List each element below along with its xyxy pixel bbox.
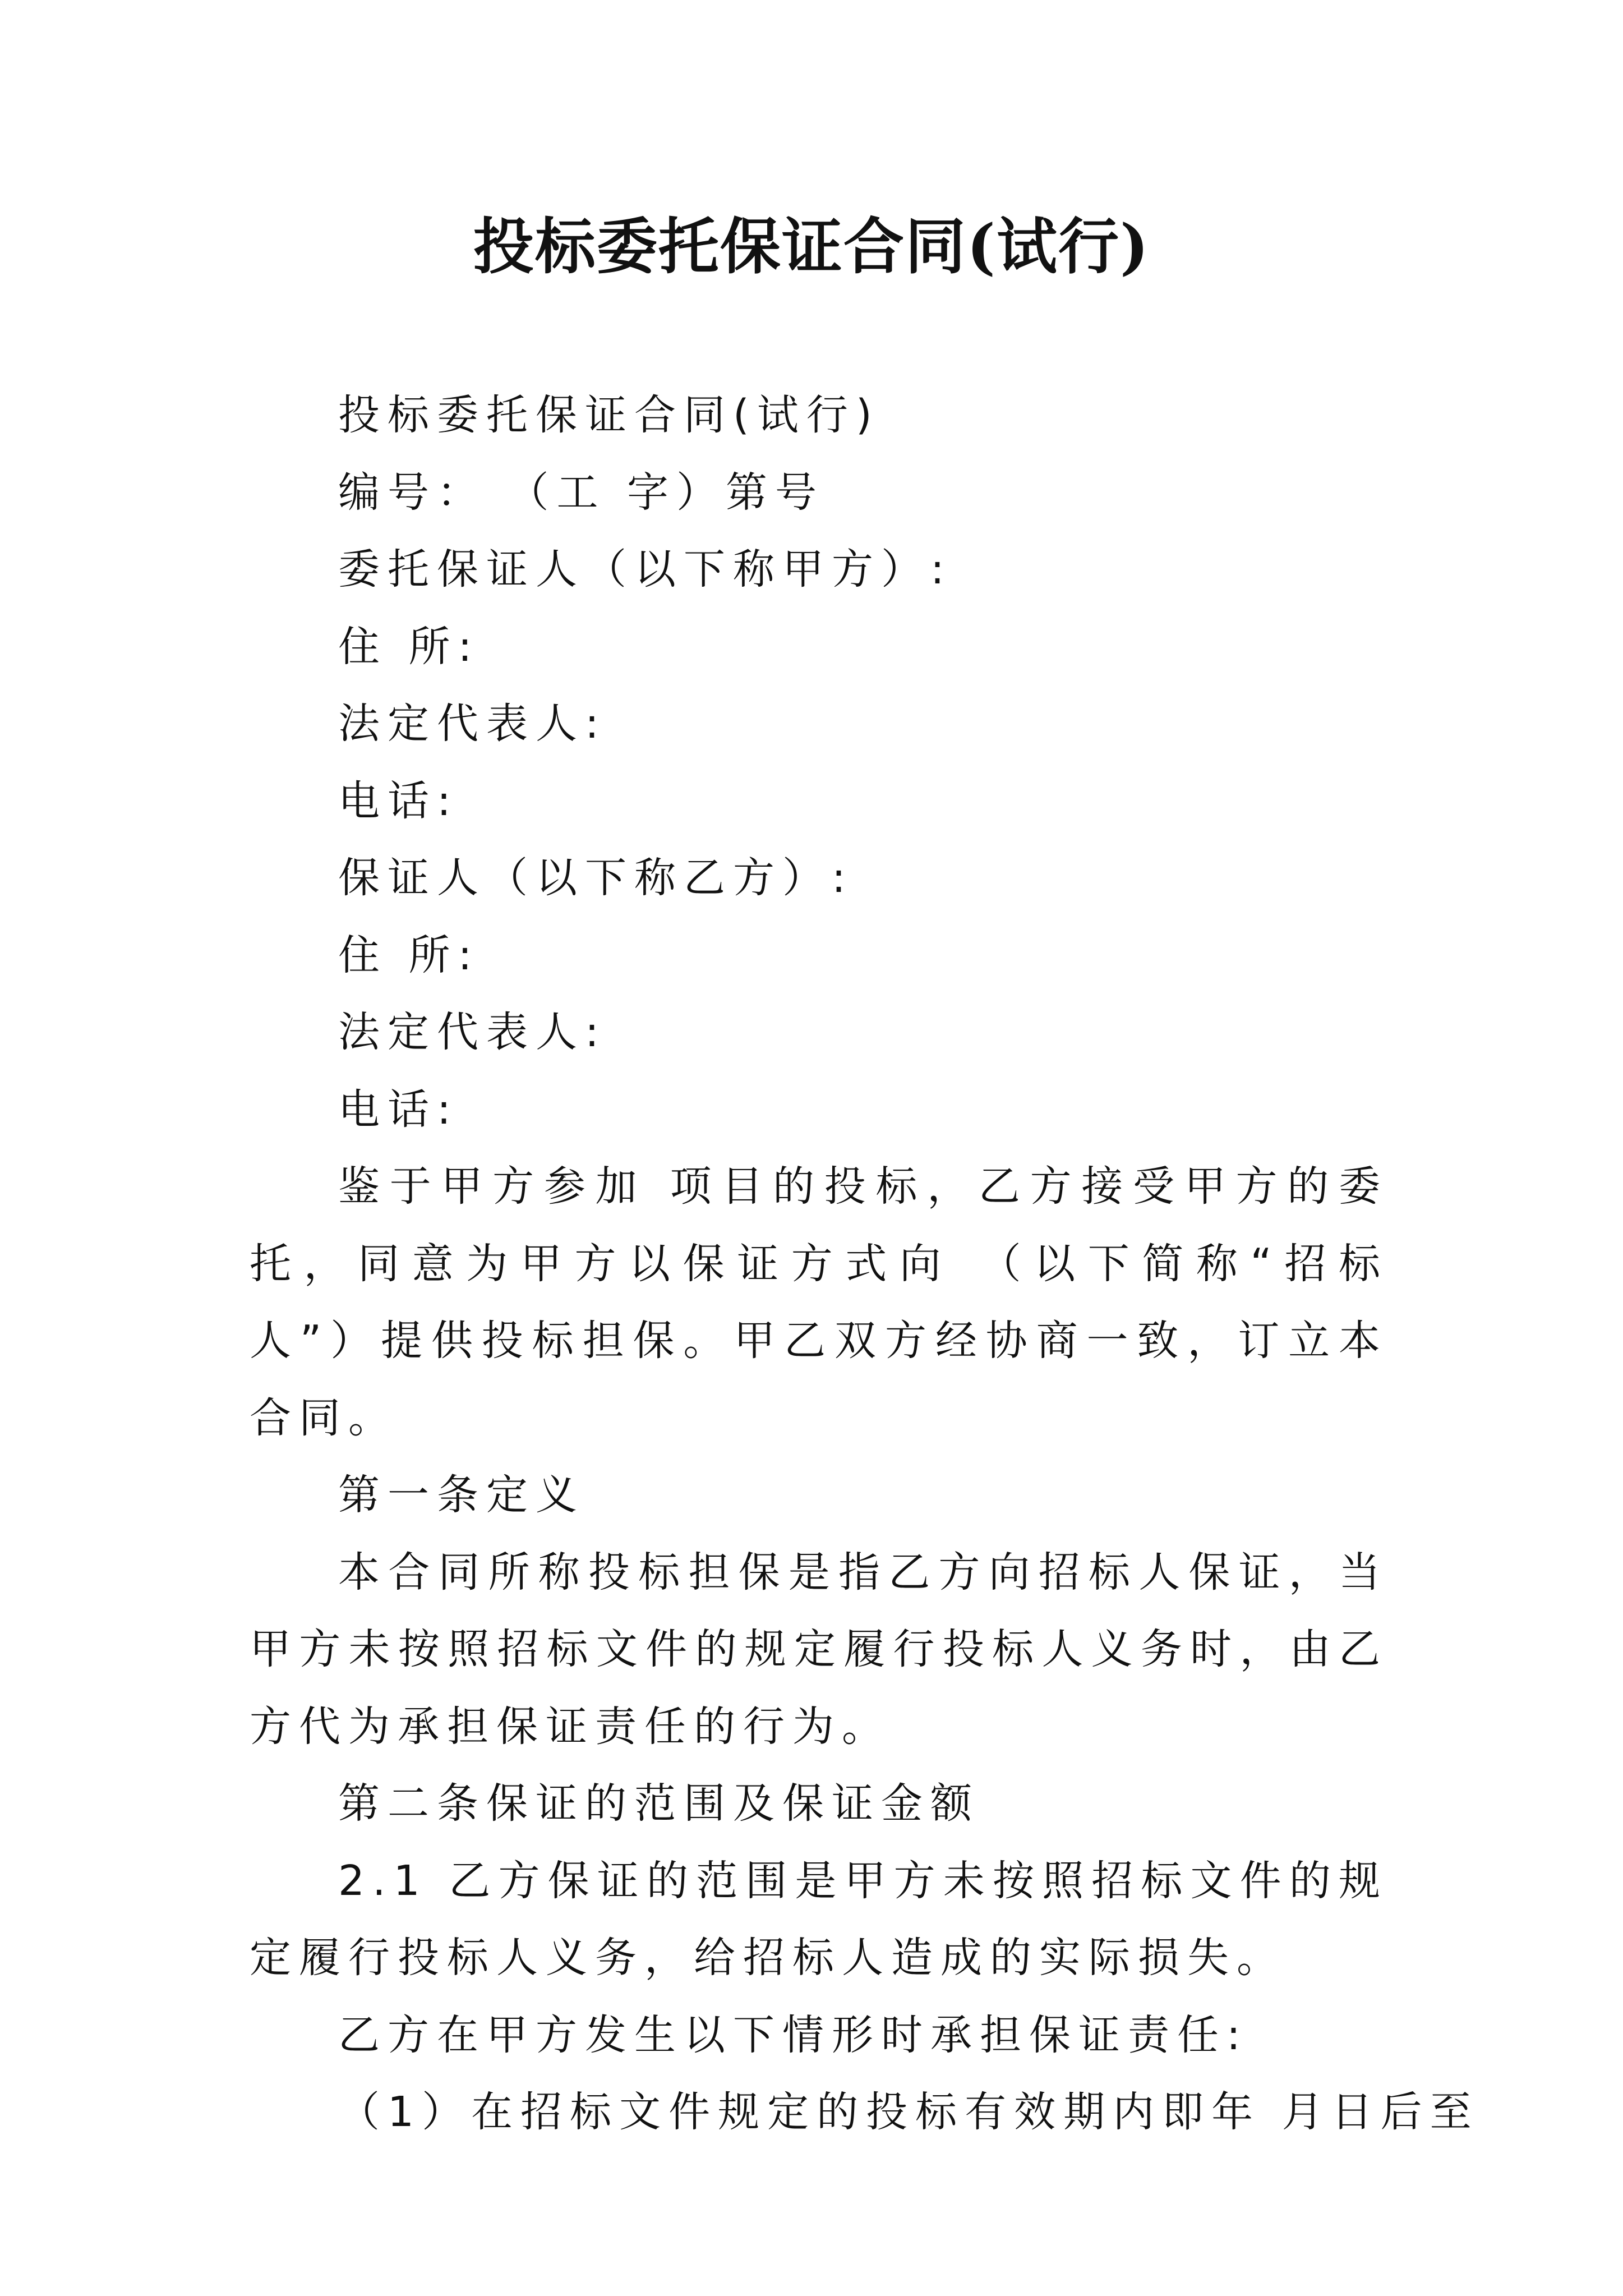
document-body: [250, 377, 1479, 2151]
document-title: 投标委托保证合同(试行): [473, 211, 1150, 282]
party-b-address: 住 所:: [338, 931, 480, 979]
party-b-heading: 保证人（以下称乙方）:: [338, 854, 854, 902]
preamble-paragraph: 鉴于甲方参加 项目的投标，乙方接受甲方的委托，同意为甲方以保证方式向 （以下简称“招标人”）提供投标担保。甲乙双方经协商一致，订立本合同。: [250, 1162, 1388, 1442]
article-2-heading: 第二条保证的范围及保证金额: [338, 1779, 980, 1828]
party-a-legal-rep: 法定代表人:: [338, 700, 607, 748]
party-b-phone: 电话:: [338, 1085, 459, 1134]
article-1-heading: 第一条定义: [338, 1471, 585, 1519]
article-1-paragraph: 本合同所称投标担保是指乙方向招标人保证，当甲方未按照招标文件的规定履行投标人义务时，由乙方代为承担保证责任的行为。: [250, 1548, 1388, 1751]
party-a-phone: 电话:: [338, 776, 459, 825]
subtitle-line: 投标委托保证合同(试行): [338, 391, 880, 439]
contract-number-line: 编号： （工 字）第号: [338, 468, 825, 517]
liability-conditions-line: 乙方在甲方发生以下情形时承担保证责任:: [338, 2010, 1248, 2059]
party-b-legal-rep: 法定代表人:: [338, 1008, 607, 1056]
condition-1-line: （1）在招标文件规定的投标有效期内即年 月日后至: [338, 2088, 1479, 2136]
party-a-address: 住 所:: [338, 622, 480, 671]
party-a-heading: 委托保证人（以下称甲方）:: [338, 545, 952, 593]
clause-2-1-paragraph: 2.1 乙方保证的范围是甲方未按照招标文件的规定履行投标人义务，给招标人造成的实际损失。: [250, 1856, 1388, 1982]
